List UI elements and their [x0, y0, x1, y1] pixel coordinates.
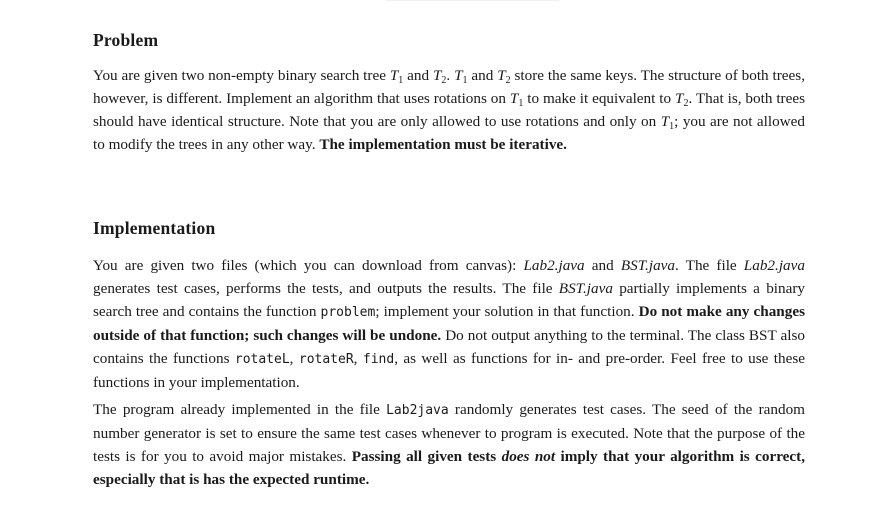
emphasis-passing-tests: Passing all given tests does not imply that your algorithm is correct, especially that is has the expected runtime. — [93, 448, 805, 488]
text: and — [467, 67, 498, 84]
text: , as well as functions for in- and pre-order. Feel free to use these functions in your implementation. — [93, 350, 806, 391]
top-edge-bar — [386, 0, 559, 1]
filename-lab2: Lab2.java — [523, 257, 585, 274]
section-heading-implementation: Implementation — [93, 218, 216, 238]
filename-lab2: Lab2.java — [743, 257, 805, 274]
text: . That is, both trees should have identical structure. Note that you are only allowed to use rotations and only on — [93, 90, 806, 130]
text: and — [584, 257, 621, 274]
math-t1: $T_1$ — [454, 67, 468, 86]
text: Do not output anything to the terminal. The class BST also contains the functions — [93, 327, 805, 367]
code-rotateR: rotateR — [298, 352, 354, 367]
code-lab2java: Lab2java — [386, 403, 449, 418]
code-find: find — [362, 352, 395, 367]
text: The program already implemented in the file — [93, 401, 387, 418]
code-problem: problem — [320, 305, 376, 320]
text: You are given two non-empty binary search tree — [93, 67, 390, 84]
text: store the same keys. The structure of both trees, however, is different. Implement an algorithm that uses rotations on — [93, 67, 805, 107]
text: randomly generates test cases. The seed of the random number generator is set to ensure the same test cases whenever to program is executed. Note that the purpose of the tests is for you to avoid major mistakes. — [93, 401, 805, 465]
text: , — [289, 350, 299, 367]
text: partially implements a binary search tree and contains the function — [93, 280, 805, 320]
implementation-paragraph-1 — [93, 254, 805, 394]
text: , — [353, 350, 363, 367]
math-t2: $T_2$ — [674, 90, 689, 109]
emphasis-no-changes: Do not make any changes outside of that function; such changes will be undone. — [93, 303, 805, 344]
math-t1: $T_1$ — [660, 113, 675, 132]
filename-bst: BST.java — [558, 280, 613, 297]
section-heading-problem: Problem — [93, 30, 159, 50]
math-t2: $T_2$ — [497, 67, 511, 86]
problem-paragraph — [93, 64, 805, 156]
text: to make it equivalent to — [523, 90, 675, 107]
text: and — [403, 67, 433, 84]
text: You are given two files (which you can download from canvas): — [93, 257, 524, 274]
text: . The file — [675, 257, 744, 274]
code-rotateL: rotateL — [234, 352, 290, 367]
text: ; you are not allowed to modify the trees in any other way. — [93, 113, 805, 153]
math-t1: $T_1$ — [509, 90, 524, 109]
implementation-paragraph-2 — [93, 398, 805, 491]
filename-bst: BST.java — [620, 257, 675, 274]
text: . — [446, 67, 455, 84]
math-t2: $T_2$ — [432, 67, 447, 86]
text: generates test cases, performs the tests, and outputs the results. The file — [93, 280, 559, 297]
math-t1: $T_1$ — [389, 67, 404, 86]
text: ; implement your solution in that function. — [375, 303, 639, 320]
emphasis-iterative: The implementation must be iterative. — [319, 136, 567, 153]
